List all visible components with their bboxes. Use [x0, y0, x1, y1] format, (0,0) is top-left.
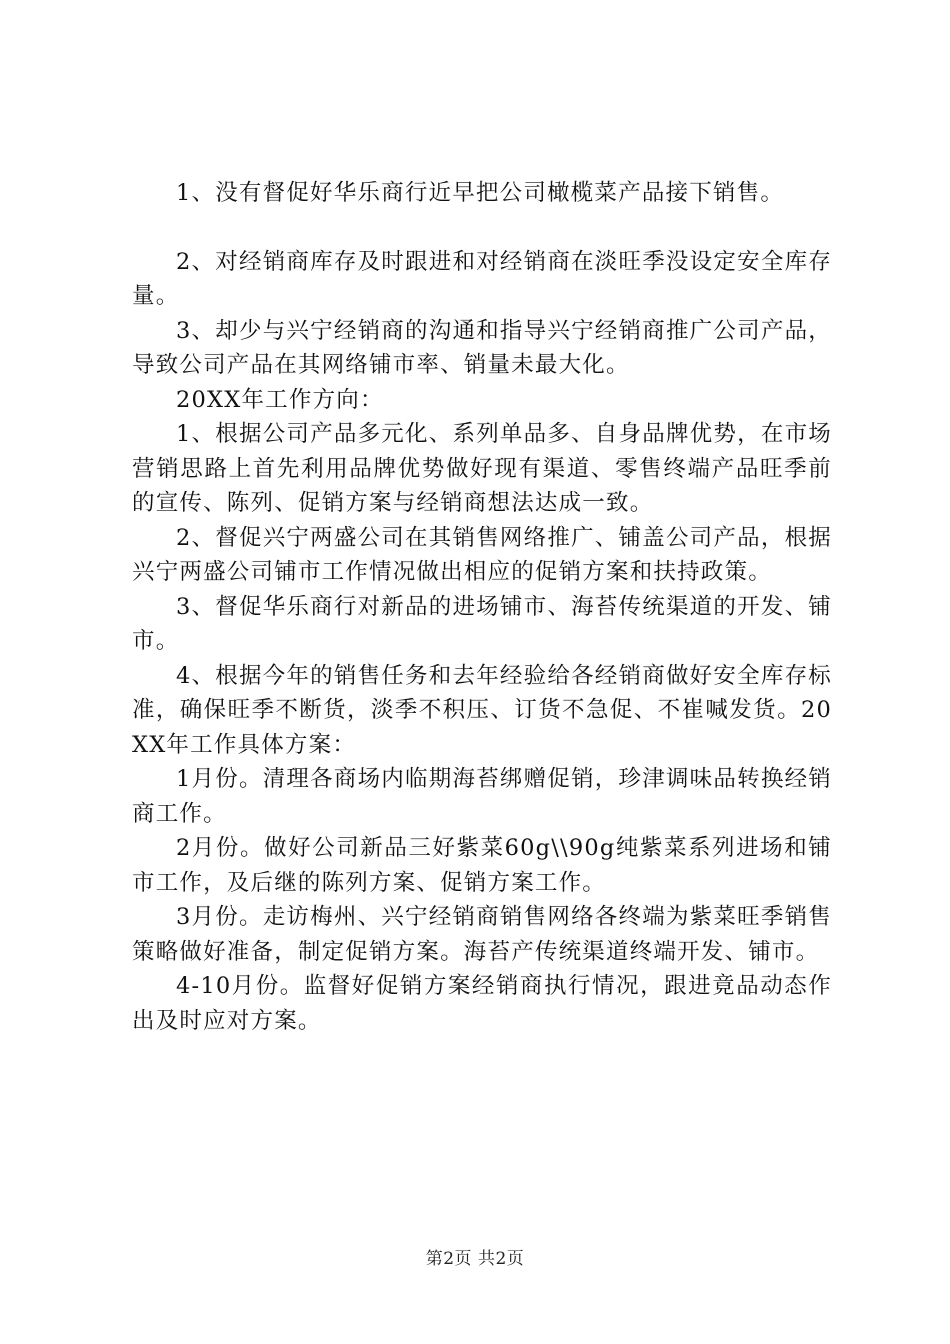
- paragraph-plan-january: 1月份。清理各商场内临期海苔绑赠促销，珍津调味品转换经销商工作。: [132, 766, 832, 827]
- paragraph-direction-4: 4、根据今年的销售任务和去年经验给各经销商做好安全库存标准，确保旺季不断货，淡季不积压、订货不急促、不崔喊发货。20XX年工作具体方案：: [132, 662, 832, 758]
- paragraph-direction-1: 1、根据公司产品多元化、系列单品多、自身品牌优势，在市场营销思路上首先利用品牌优势做好现有渠道、零售终端产品旺季前的宣传、陈列、促销方案与经销商想法达成一致。: [132, 421, 832, 516]
- page-number-footer: 第2页 共2页: [425, 1249, 525, 1269]
- paragraph-problem-2: 2、对经销商库存及时跟进和对经销商在淡旺季没设定安全库存量。: [132, 248, 832, 309]
- paragraph-plan-march: 3月份。走访梅州、兴宁经销商销售网络各终端为紫菜旺季销售策略做好准备，制定促销方案。海苔产传统渠道终端开发、铺市。: [132, 904, 832, 965]
- paragraph-problem-1: 1、没有督促好华乐商行近早把公司橄榄菜产品接下销售。: [176, 180, 785, 206]
- paragraph-plan-february: 2月份。做好公司新品三好紫菜60g\\90g纯紫菜系列进场和铺市工作，及后继的陈列方案、促销方案工作。: [132, 835, 832, 896]
- document-body: [132, 176, 832, 1038]
- paragraph-plan-april-october: 4-10月份。监督好促销方案经销商执行情况，跟进竟品动态作出及时应对方案。: [132, 973, 832, 1034]
- paragraph-direction-3: 3、督促华乐商行对新品的进场铺市、海苔传统渠道的开发、铺市。: [132, 593, 832, 654]
- paragraph-problem-3: 3、却少与兴宁经销商的沟通和指导兴宁经销商推广公司产品，导致公司产品在其网络铺市率、销量未最大化。: [132, 317, 832, 378]
- paragraph-direction-2: 2、督促兴宁两盛公司在其销售网络推广、铺盖公司产品，根据兴宁两盛公司铺市工作情况做出相应的促销方案和扶持政策。: [132, 524, 832, 585]
- section-heading-work-direction: 20XX年工作方向：: [176, 386, 384, 413]
